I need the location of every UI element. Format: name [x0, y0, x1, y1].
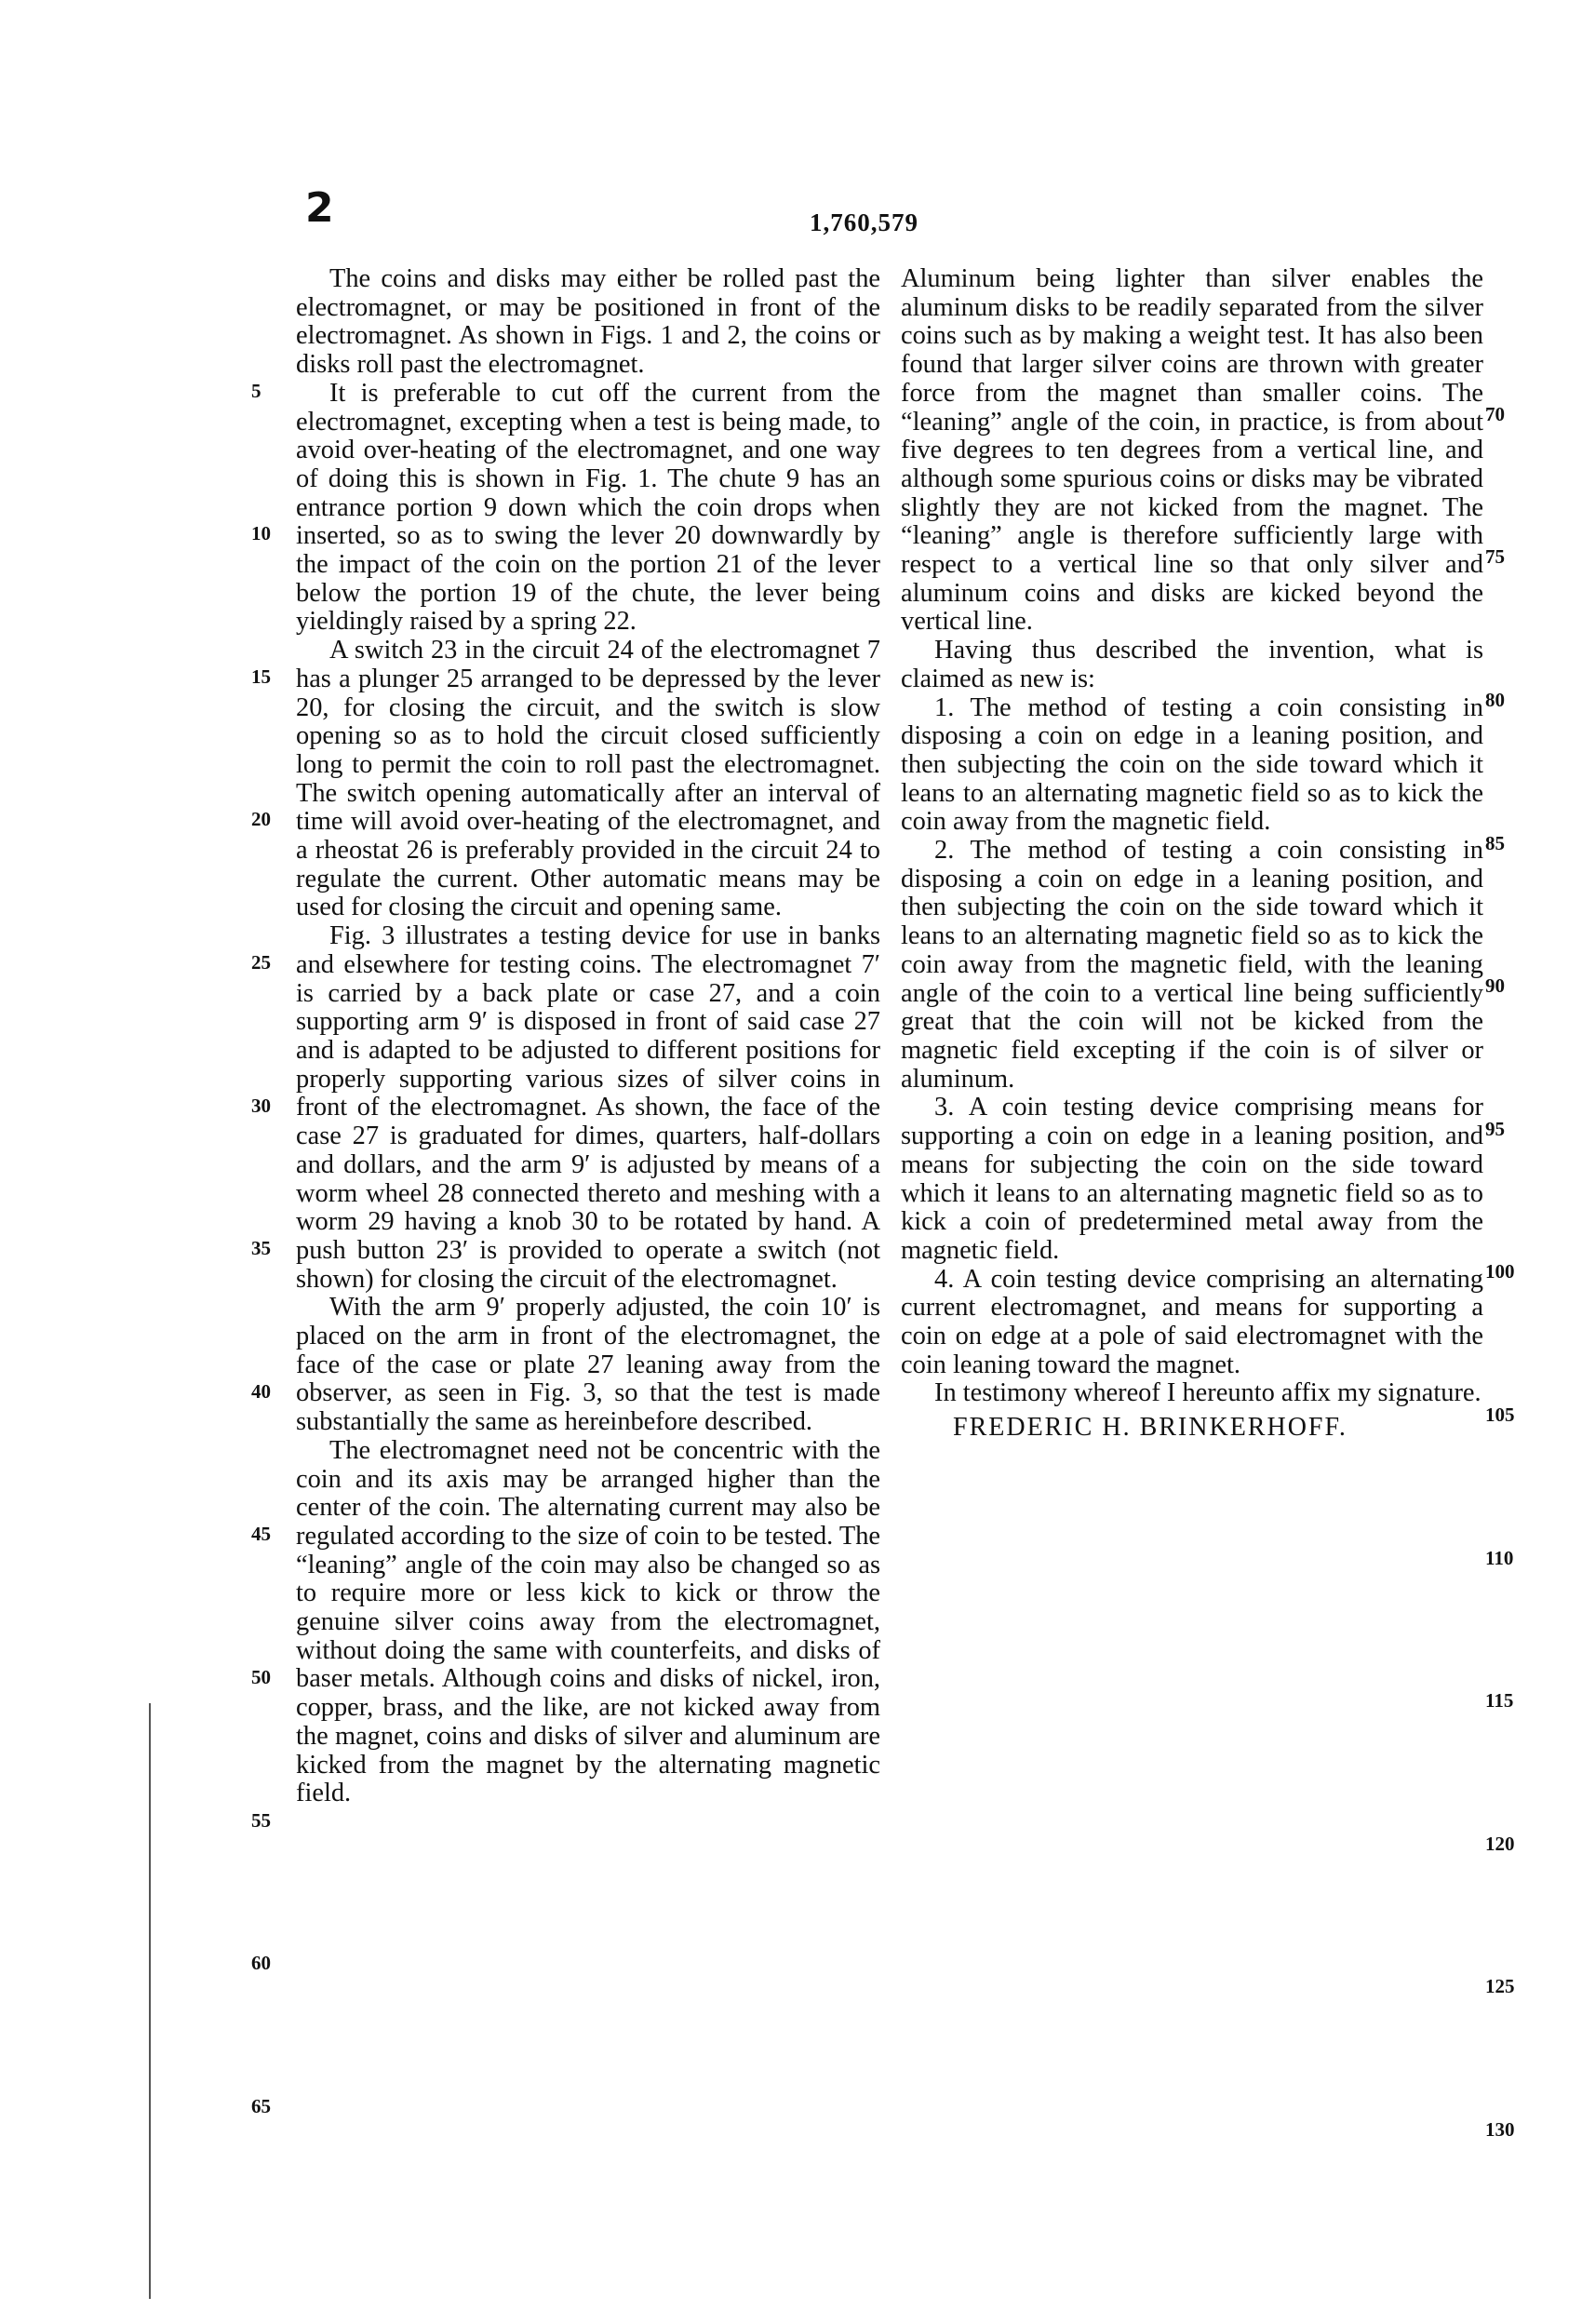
line-number: 45: [251, 1523, 271, 1545]
line-number: 40: [251, 1380, 271, 1403]
paragraph: Aluminum being lighter than silver enables the aluminum disks to be readily separated from the silver coins such as by making a weight test. It has also been found that larger silver coins are thrown with greater force from the magnet than smaller coins. The “leaning” angle of the coin, in practice, is from about five degrees to ten degrees from a vertical line, and although some spurious coins or disks may be vibrated slightly they are not kicked from the magnet. The “leaning” angle is therefore sufficiently large with respect to a vertical line so that only silver and aluminum coins and disks are kicked beyond the vertical line.: [901, 264, 1483, 637]
line-number: 130: [1485, 2118, 1515, 2141]
signature: FREDERIC H. BRINKERHOFF.: [953, 1413, 1347, 1443]
line-number: 5: [251, 380, 261, 402]
right-column: [901, 265, 1483, 1443]
claims-intro: Having thus described the invention, what is claimed as new is:: [901, 636, 1483, 693]
line-number: 35: [251, 1237, 271, 1259]
paragraph: Fig. 3 illustrates a testing device for use in banks and elsewhere for testing coins. The electromagnet 7′ is carried by a back plate or case 27, and a coin supporting arm 9′ is disposed in front of said case 27 and is adapted to be adjusted to different positions for properly supporting various sizes of silver coins in front of the electromagnet. As shown, the face of the case 27 is graduated for dimes, quarters, half-dollars and dollars, and the arm 9′ is adjusted by means of a worm wheel 28 connected thereto and meshing with a worm 29 having a knob 30 to be rotated by hand. A push button 23′ is provided to operate a switch (not shown) for closing the circuit of the electromagnet.: [296, 921, 880, 1294]
line-number: 125: [1485, 1975, 1515, 1997]
claim-4: 4. A coin testing device comprising an alternating current electromagnet, and means for supporting a coin on edge at a pole of said electromagnet with the coin leaning toward the magnet.: [901, 1264, 1483, 1379]
line-number: 80: [1485, 689, 1505, 711]
line-number: 70: [1485, 403, 1505, 425]
line-number: 95: [1485, 1118, 1505, 1140]
line-number: 60: [251, 1952, 271, 1974]
line-number: 75: [1485, 545, 1505, 568]
line-number: 100: [1485, 1260, 1515, 1283]
line-number: 10: [251, 522, 271, 544]
paragraph: The electromagnet need not be concentric with the coin and its axis may be arranged higher than the center of the coin. The alternating current may also be regulated according to the size of coin to be tested. The “leaning” angle of the coin may also be changed so as to require more or less kick to kick or throw the genuine silver coins away from the electromagnet, without doing the same with counterfeits, and disks of baser metals. Although coins and disks of nickel, iron, copper, brass, and the like, are not kicked away from the magnet, coins and disks of silver and aluminum are kicked from the magnet by the alternating magnetic field.: [296, 1435, 880, 1808]
left-column: [296, 265, 880, 1808]
scan-margin-rule: [149, 1703, 151, 2299]
paragraph: It is preferable to cut off the current from the electromagnet, excepting when a test is being made, to avoid over-heating of the electromagnet, and one way of doing this is shown in Fig. 1. The chute 9 has an entrance portion 9 down which the coin drops when inserted, so as to swing the lever 20 downwardly by the impact of the coin on the portion 21 of the lever below the portion 19 of the chute, the lever being yieldingly raised by a spring 22.: [296, 378, 880, 637]
claim-3: 3. A coin testing device comprising means for supporting a coin on edge in a leaning position, and means for subjecting the coin on the side toward which it leans to an alternating magnetic field so as to kick a coin of predetermined metal away from the magnetic field.: [901, 1093, 1483, 1265]
line-number: 65: [251, 2095, 271, 2117]
paragraph: With the arm 9′ properly adjusted, the coin 10′ is placed on the arm in front of the electromagnet, the face of the case or plate 27 leaning away from the observer, as seen in Fig. 3, so that the test is made substantially the same as hereinbefore described.: [296, 1293, 880, 1437]
claim-1: 1. The method of testing a coin consisting in disposing a coin on edge in a leaning position, and then subjecting the coin on the side toward which it leans to an alternating magnetic field so as to kick the coin away from the magnetic field.: [901, 692, 1483, 837]
line-number: 85: [1485, 832, 1505, 854]
patent-number: 1,760,579: [810, 208, 918, 236]
claim-2: 2. The method of testing a coin consisting in disposing a coin on edge in a leaning position, and then subjecting the coin on the side toward which it leans to an alternating magnetic field so as to kick the coin away from the magnetic field, with the leaning angle of the coin to a vertical line being sufficiently great that the coin will not be kicked from the magnetic field excepting if the coin is of silver or aluminum.: [901, 836, 1483, 1094]
testimony: In testimony whereof I hereunto affix my signature.: [934, 1378, 1481, 1408]
line-number: 120: [1485, 1833, 1515, 1855]
line-number: 55: [251, 1809, 271, 1832]
line-number: 105: [1485, 1404, 1515, 1426]
line-number: 20: [251, 808, 271, 830]
line-number: 25: [251, 951, 271, 974]
line-number: 115: [1485, 1689, 1514, 1712]
page-number: 2: [305, 184, 334, 232]
line-number: 15: [251, 665, 271, 688]
line-number: 110: [1485, 1547, 1514, 1569]
line-number: 90: [1485, 974, 1505, 997]
line-number: 30: [251, 1095, 271, 1117]
paragraph: A switch 23 in the circuit 24 of the electromagnet 7 has a plunger 25 arranged to be depressed by the lever 20, for closing the circuit, and the switch is slow opening so as to hold the circuit closed sufficiently long to permit the coin to roll past the electromagnet. The switch opening automatically after an interval of time will avoid over-heating of the electromagnet, and a rheostat 26 is preferably provided in the circuit 24 to regulate the current. Other automatic means may be used for closing the circuit and opening same.: [296, 636, 880, 922]
line-number: 50: [251, 1666, 271, 1688]
paragraph: The coins and disks may either be rolled past the electromagnet, or may be positioned in front of the electromagnet. As shown in Figs. 1 and 2, the coins or disks roll past the electromagnet.: [296, 264, 880, 380]
